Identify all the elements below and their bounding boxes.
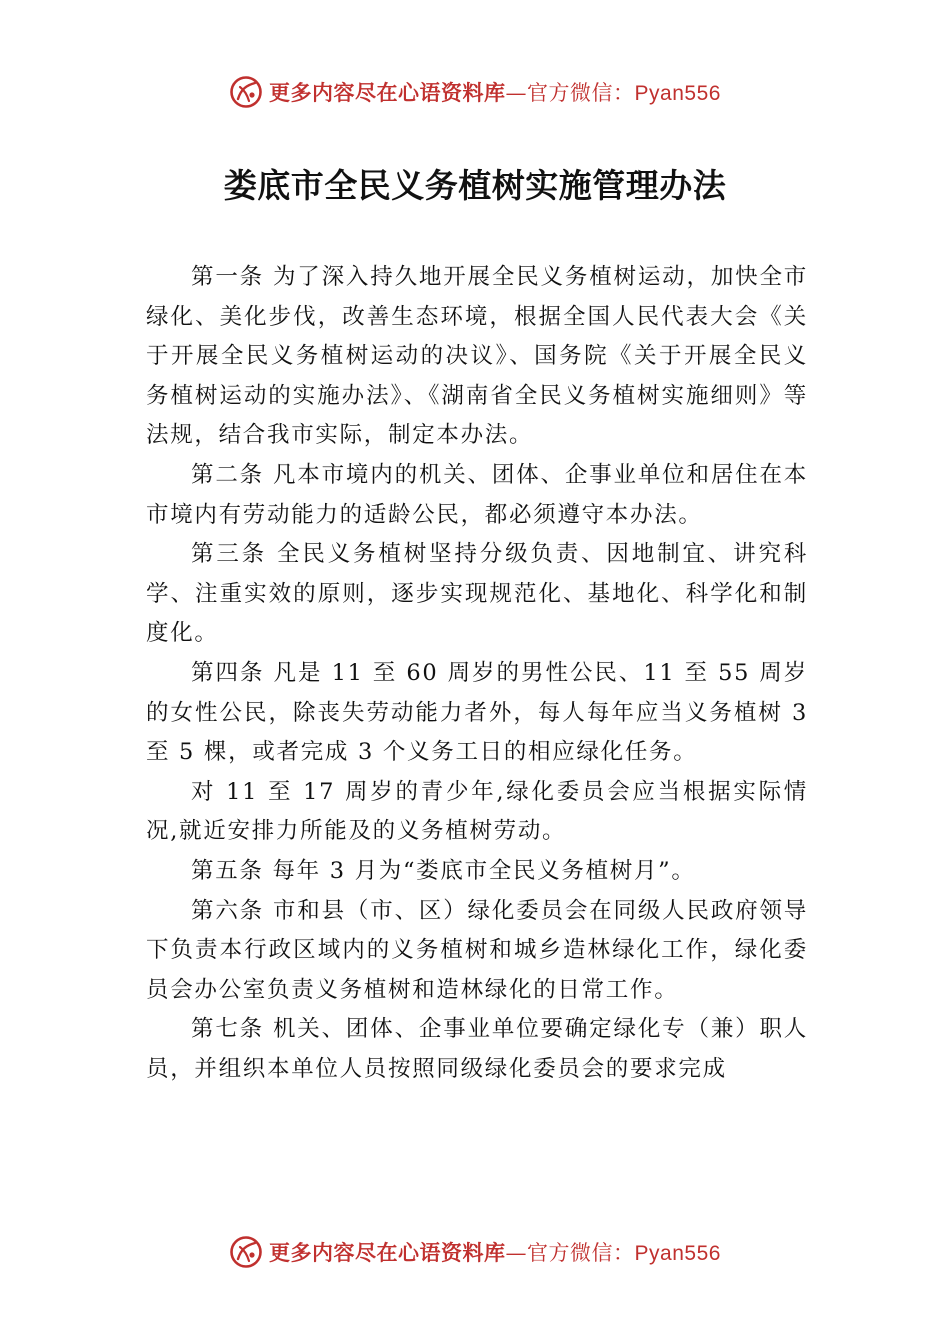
header-banner — [0, 70, 950, 114]
article-6: 第六条 市和县（市、区）绿化委员会在同级人民政府领导下负责本行政区域内的义务植树和城乡造林绿化工作，绿化委员会办公室负责义务植树和造林绿化的日常工作。 — [146, 897, 808, 1003]
article-4-clause: 对 11 至 17 周岁的青少年,绿化委员会应当根据实际情况,就近安排力所能及的义务植树劳动。 — [146, 778, 808, 845]
header-banner-lead: 更多内容尽在心语资料库 — [269, 80, 506, 105]
article-1: 第一条 为了深入持久地开展全民义务植树运动，加快全市绿化、美化步伐，改善生态环境，根据全国人民代表大会《关于开展全民义务植树运动的决议》、国务院《关于开展全民义务植树运动的实施办法》、《湖南省全民义务植树实施细则》等法规，结合我市实际，制定本办法。 — [146, 264, 808, 449]
seal-logo-icon — [229, 1235, 263, 1269]
header-banner-rest: —官方微信： — [505, 81, 635, 105]
article-2: 第二条 凡本市境内的机关、团体、企事业单位和居住在本市境内有劳动能力的适龄公民，都必须遵守本办法。 — [146, 461, 808, 528]
article-7: 第七条 机关、团体、企事业单位要确定绿化专（兼）职人员，并组织本单位人员按照同级绿化委员会的要求完成 — [146, 1016, 808, 1082]
footer-banner-wechat: Pyan556 — [634, 1242, 721, 1265]
seal-logo-icon — [229, 75, 263, 109]
footer-banner — [0, 1230, 950, 1274]
article-3: 第三条 全民义务植树坚持分级负责、因地制宜、讲究科学、注重实效的原则，逐步实现规范化、基地化、科学化和制度化。 — [146, 541, 808, 647]
header-banner-text — [269, 77, 721, 107]
footer-banner-rest: —官方微信： — [505, 1241, 635, 1265]
article-5: 第五条 每年 3 月为“娄底市全民义务植树月”。 — [191, 857, 696, 884]
document-body — [146, 258, 808, 1089]
document-title: 娄底市全民义务植树实施管理办法 — [223, 166, 727, 205]
footer-banner-text — [269, 1237, 721, 1267]
article-4: 第四条 凡是 11 至 60 周岁的男性公民、11 至 55 周岁的女性公民，除丧失劳动能力者外，每人每年应当义务植树 3 至 5 棵，或者完成 3 个义务工日的相应绿化任务。 — [146, 659, 808, 766]
footer-banner-lead: 更多内容尽在心语资料库 — [269, 1240, 506, 1265]
header-banner-wechat: Pyan556 — [634, 82, 721, 105]
